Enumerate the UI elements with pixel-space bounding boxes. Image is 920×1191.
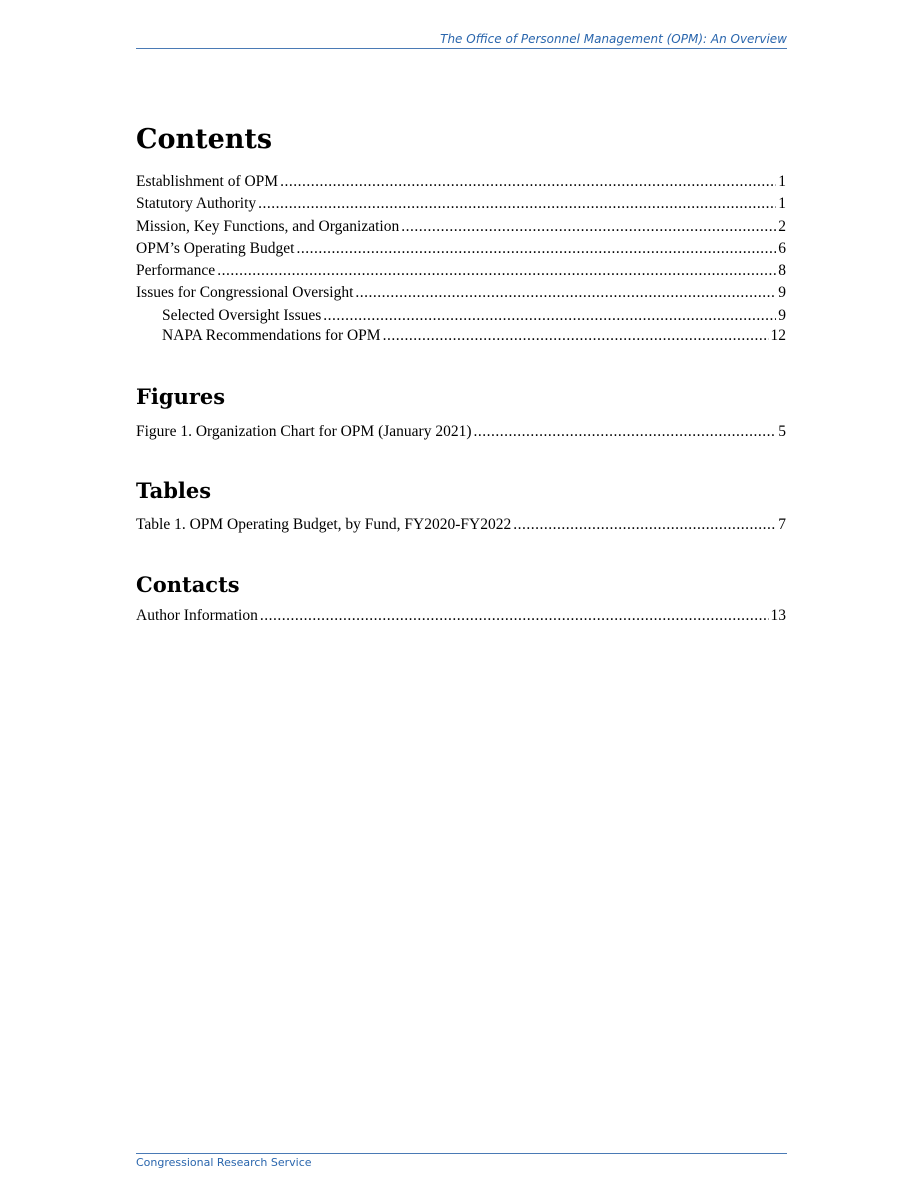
toc-entry-performance[interactable]	[136, 262, 786, 284]
contents-heading: Contents	[136, 124, 273, 155]
dot-leader	[258, 195, 776, 213]
toc-entry-label: OPM’s Operating Budget	[136, 239, 295, 257]
contacts-list	[136, 607, 786, 629]
toc-entry-label: Issues for Congressional Oversight	[136, 284, 354, 302]
toc-entry-page: 1	[778, 173, 786, 190]
toc-entry-selected-oversight-issues[interactable]	[136, 307, 786, 328]
toc-entry-table-1[interactable]	[136, 516, 786, 538]
toc-entry-label: Performance	[136, 262, 216, 280]
toc-entry-napa-recommendations[interactable]	[136, 327, 786, 348]
dot-leader	[280, 173, 776, 191]
toc-entry-page: 2	[778, 217, 786, 235]
dot-leader	[383, 327, 769, 345]
toc-entry-label: Selected Oversight Issues	[162, 306, 322, 324]
toc-entry-label: Establishment of OPM	[136, 173, 279, 190]
dot-leader	[296, 240, 776, 258]
tables-list	[136, 516, 786, 538]
dot-leader	[473, 423, 776, 441]
toc-entry-operating-budget[interactable]	[136, 240, 786, 262]
toc-entry-mission[interactable]	[136, 218, 786, 240]
toc-entry-oversight[interactable]	[136, 284, 786, 306]
dot-leader	[323, 307, 776, 325]
footer-source: Congressional Research Service	[136, 1156, 312, 1169]
page-header	[136, 32, 787, 49]
toc-entry-page: 9	[778, 284, 786, 302]
toc-entry-figure-1[interactable]	[136, 423, 786, 445]
toc-entry-label: Mission, Key Functions, and Organization	[136, 217, 400, 235]
toc-entry-establishment[interactable]	[136, 173, 786, 195]
dot-leader	[260, 607, 769, 625]
toc-entry-page: 5	[778, 423, 786, 440]
toc-entry-label: NAPA Recommendations for OPM	[162, 327, 381, 345]
toc-entry-statutory-authority[interactable]	[136, 195, 786, 217]
tables-heading: Tables	[136, 478, 212, 503]
report-title: The Office of Personnel Management (OPM): An Overview	[440, 32, 787, 46]
toc-entry-page: 12	[770, 327, 786, 345]
contents-list	[136, 173, 786, 348]
toc-entry-author-information[interactable]	[136, 607, 786, 629]
toc-entry-page: 8	[778, 262, 786, 280]
contacts-heading: Contacts	[136, 572, 240, 597]
toc-entry-label: Table 1. OPM Operating Budget, by Fund, FY2020-FY2022	[136, 516, 512, 533]
figures-list	[136, 423, 786, 445]
toc-entry-page: 6	[778, 239, 786, 257]
toc-entry-page: 1	[778, 195, 786, 213]
toc-entry-label: Author Information	[136, 607, 258, 624]
figures-heading: Figures	[136, 384, 226, 409]
toc-entry-label: Statutory Authority	[136, 195, 257, 213]
dot-leader	[513, 516, 776, 534]
dot-leader	[355, 284, 776, 302]
page-footer	[136, 1153, 787, 1169]
toc-entry-page: 7	[778, 516, 786, 533]
dot-leader	[401, 218, 776, 236]
toc-entry-page: 9	[778, 306, 786, 324]
dot-leader	[217, 262, 776, 280]
toc-entry-page: 13	[770, 607, 786, 624]
toc-entry-label: Figure 1. Organization Chart for OPM (January 2021)	[136, 423, 472, 440]
